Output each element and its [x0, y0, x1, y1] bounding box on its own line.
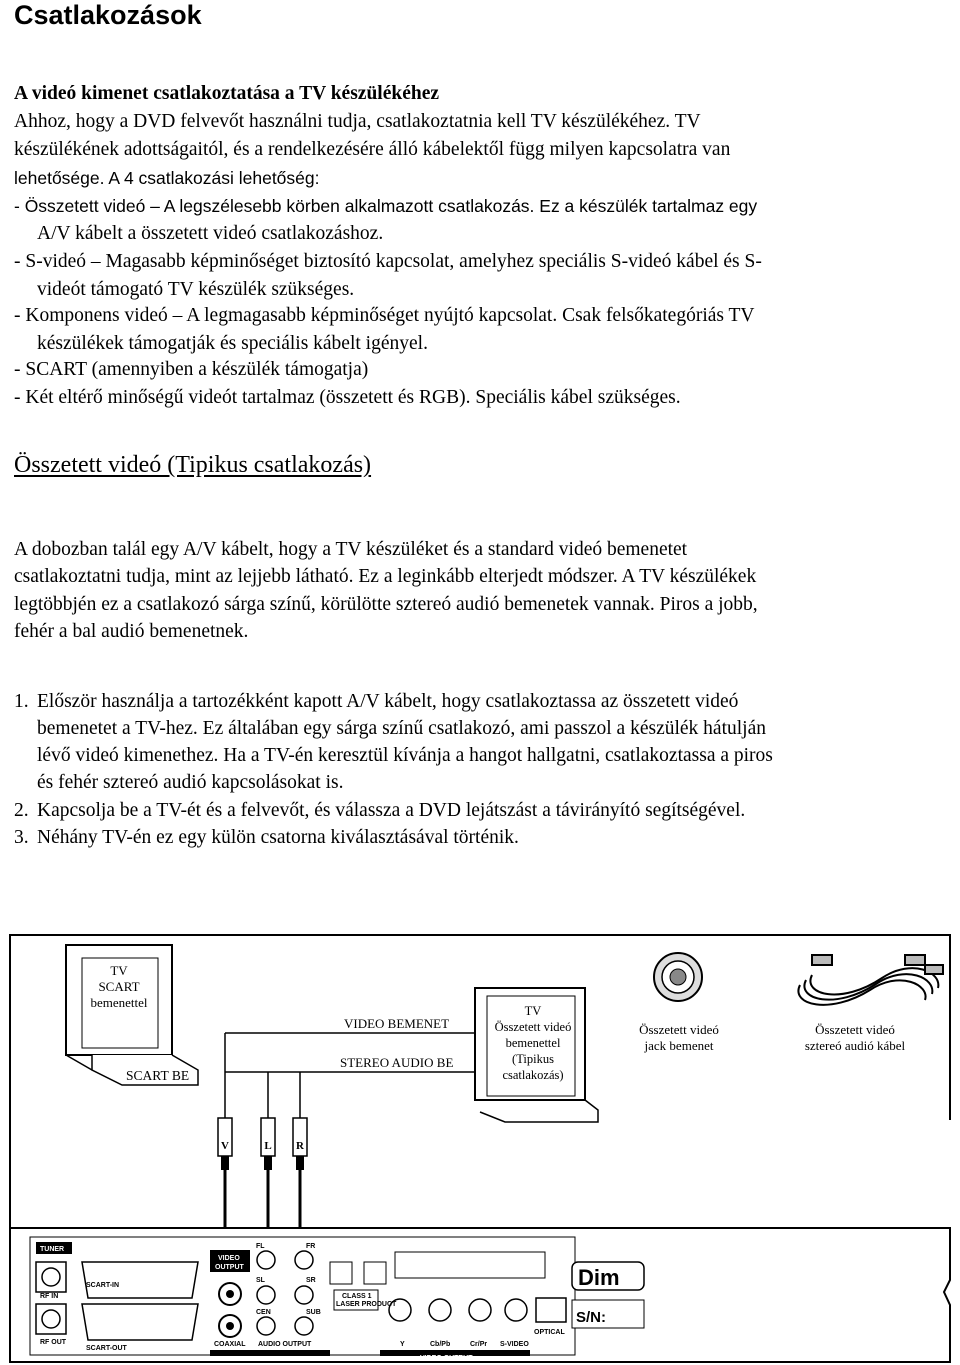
step-number: 2. — [14, 800, 29, 821]
rear-tuner-label: TUNER — [40, 1246, 65, 1253]
rear-scartout-label: SCART-OUT — [86, 1345, 127, 1352]
section2-line: A dobozban talál egy A/V kábelt, hogy a TV készüléket és a standard videó bemenetet — [14, 539, 688, 560]
rear-rfin-label: RF IN — [40, 1293, 59, 1300]
rear-video-output-label: VIDEO — [218, 1255, 240, 1262]
step-line: Néhány TV-én ez egy külön csatorna kiválasztásával történik. — [37, 827, 519, 848]
section1-line: készülékének adottságaitól, és a rendelkezésére álló kábelektől függ milyen kapcsolatra van — [14, 139, 731, 160]
section2-line: csatlakoztatni tudja, mint az lejjebb látható. Ez a leginkább elterjedt módszer. A TV készülékek — [14, 566, 757, 587]
rear-video-port-label: S-VIDEO — [500, 1341, 529, 1348]
rear-coaxial-label: COAXIAL — [214, 1341, 246, 1348]
rear-channel-label: SR — [306, 1277, 316, 1284]
rear-channel-label: FR — [306, 1243, 316, 1250]
rear-video-port-label: Y — [400, 1341, 405, 1348]
rear-channel-label: FL — [256, 1243, 265, 1250]
tv-composite-label: TV Összetett videó bemenettel (Tipikus csatlakozás) — [494, 1004, 572, 1082]
rear-rfout-label: RF OUT — [40, 1339, 67, 1346]
step-line: Először használja a tartozékként kapott A/V kábelt, hogy csatlakoztassa az összetett videó — [37, 691, 739, 712]
step-line: lévő videó kimenethez. Ha a TV-én keresztül kívánja a hangot hallgatni, csatlakoztassa a piros — [37, 745, 773, 766]
section1-line: - S-videó – Magasabb képminőséget biztosító kapcsolat, amelyhez speciális S-videó kábel és S- — [14, 251, 762, 272]
section2-heading: Összetett videó (Tipikus csatlakozás) — [14, 452, 372, 478]
rear-video-output2-label: VIDEO OUTPUT — [420, 1355, 473, 1362]
video-bemenet-label: VIDEO BEMENET — [344, 1016, 450, 1031]
rear-video-port-label: Cr/Pr — [470, 1341, 488, 1348]
rear-channel-label: SL — [256, 1277, 265, 1284]
rear-optical-label: OPTICAL — [534, 1329, 565, 1336]
section2-line: legtöbbjén ez a csatlakozó sárga színű, körülötte sztereó audió bemenetek vannak. Piros a jobb, — [14, 594, 758, 615]
tv-scart-label: TV SCART bemenettel — [90, 963, 148, 1010]
cable-label: Összetett videó sztereó audió kábel — [804, 1022, 906, 1053]
section1-heading: A videó kimenet csatlakoztatása a TV készülékéhez — [14, 83, 440, 104]
av-cable-icon — [798, 955, 943, 1005]
section1-line: - Komponens videó – A legmagasabb képminőséget nyújtó kapcsolat. Csak felsőkategóriás TV — [14, 305, 755, 326]
section1-line: A/V kábelt a összetett videó csatlakozáshoz. — [37, 223, 384, 244]
rear-video-output-label: OUTPUT — [215, 1264, 244, 1271]
rear-class1-label: CLASS 1 — [342, 1293, 372, 1300]
plug-r-icon — [293, 1118, 307, 1228]
section1-line: készülékek támogatják és speciális kábelt igényel. — [37, 333, 428, 354]
step-number: 1. — [14, 691, 29, 712]
rear-scartin-label: SCART-IN — [86, 1282, 120, 1289]
rear-audio-output-label: AUDIO OUTPUT — [258, 1341, 312, 1348]
plug-v-icon — [218, 1118, 232, 1228]
rear-sn-label: S/N: — [576, 1309, 606, 1326]
stereo-audio-label: STEREO AUDIO BE — [340, 1055, 454, 1070]
rear-video-port-label: Cb/Pb — [430, 1341, 451, 1348]
plug-r-label: R — [296, 1140, 304, 1152]
section1-line: Ahhoz, hogy a DVD felvevőt használni tudja, csatlakoztatnia kell TV készülékéhez. TV — [14, 111, 701, 132]
plug-l-label: L — [264, 1140, 272, 1152]
jack-label: Összetett videó jack bemenet — [639, 1022, 719, 1053]
plug-l-icon — [261, 1118, 275, 1228]
section2-line: fehér a bal audió bemenetnek. — [14, 621, 249, 642]
section1-line: lehetősége. A 4 csatlakozási lehetőség: — [14, 168, 320, 188]
section1-line: - SCART (amennyiben a készülék támogatja) — [14, 359, 369, 380]
rear-class1-label: LASER PRODUCT — [336, 1301, 397, 1308]
step-line: Kapcsolja be a TV-ét és a felvevőt, és válassza a DVD lejátszást a távirányító segítségével. — [37, 800, 746, 821]
rear-brand-label: Dim — [578, 1265, 620, 1290]
scart-be-label: SCART BE — [126, 1068, 190, 1083]
rear-channel-label: CEN — [256, 1309, 271, 1316]
page-title: Csatlakozások — [14, 0, 202, 30]
step-line: és fehér sztereó audió kapcsolásokat is. — [37, 772, 344, 793]
step-line: bemenetet a TV-hez. Ez általában egy sárga színű csatlakozó, ami passzol a készülék hátulján — [37, 718, 766, 739]
rear-channel-label: SUB — [306, 1309, 321, 1316]
section1-line: - Összetett videó – A legszélesebb körben alkalmazott csatlakozás. Ez a készülék tartalmaz egy — [14, 196, 758, 216]
step-number: 3. — [14, 827, 29, 848]
jack-icon — [654, 953, 702, 1001]
section1-line: videót támogató TV készülék szükséges. — [37, 279, 355, 300]
plug-v-label: V — [221, 1140, 229, 1152]
section1-line: - Két eltérő minőségű videót tartalmaz (összetett és RGB). Speciális kábel szükséges. — [14, 387, 681, 408]
